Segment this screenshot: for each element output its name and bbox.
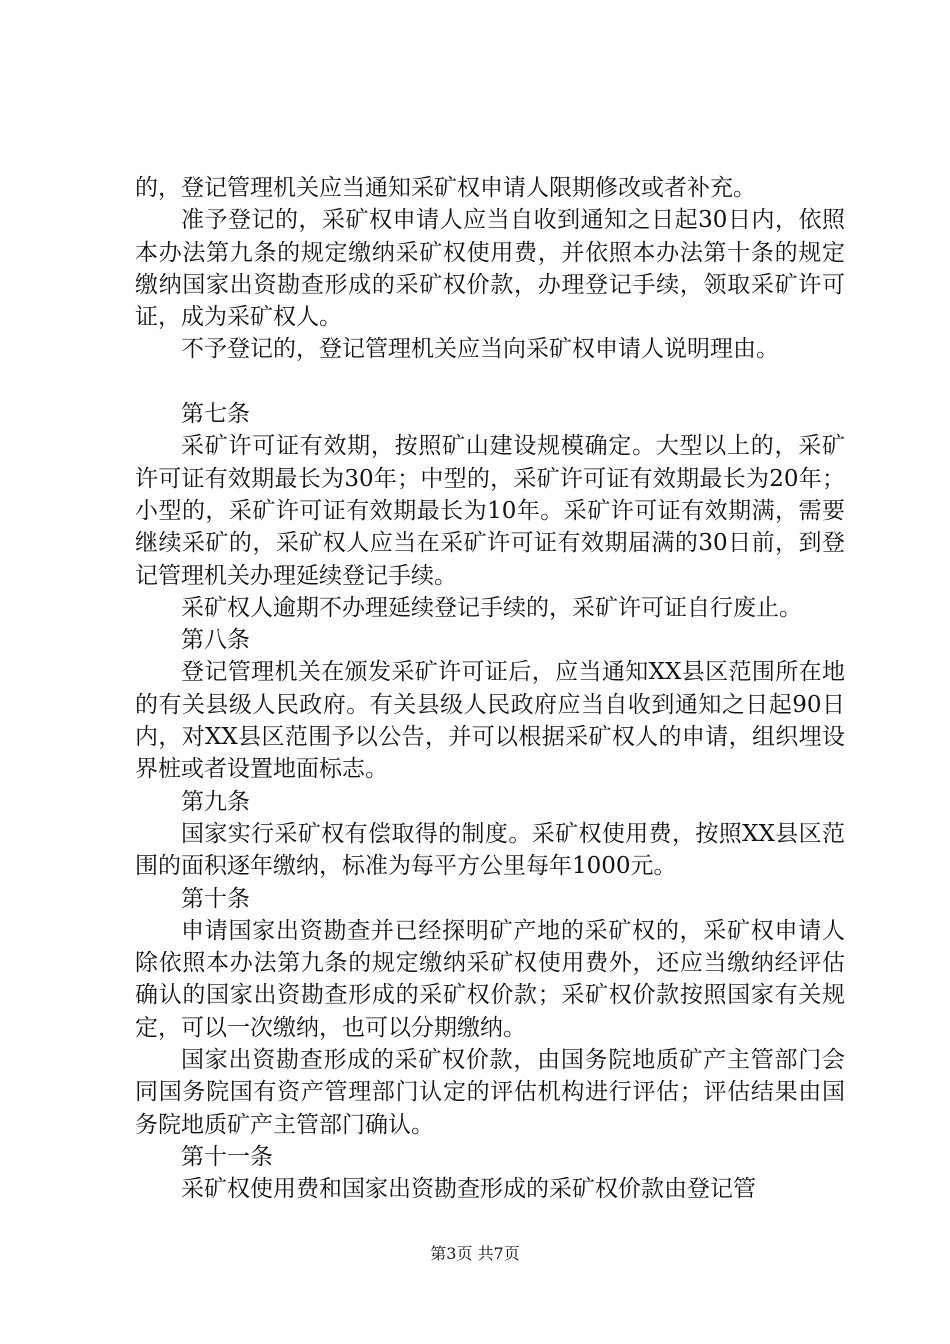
article-heading-8: 第八条 — [181, 627, 250, 654]
paragraph-usage-fee: 国家实行采矿权有偿取得的制度。采矿权使用费，按照XX县区范围的面积逐年缴纳，标准为每平方公里每年1000元。 — [135, 820, 845, 880]
article-heading-11: 第十一条 — [181, 1143, 273, 1170]
paragraph-license-expiry: 采矿权人逾期不办理延续登记手续的，采矿许可证自行废止。 — [181, 594, 802, 621]
article-heading-10: 第十条 — [181, 885, 250, 912]
article-heading-9: 第九条 — [181, 788, 250, 815]
paragraph-gap — [135, 366, 845, 398]
document-body — [135, 172, 845, 1206]
paragraph-continuation: 的，登记管理机关应当通知采矿权申请人限期修改或者补充。 — [135, 175, 756, 201]
paragraph-exploration-price: 申请国家出资勘查并已经探明矿产地的采矿权的，采矿权申请人除依照本办法第九条的规定缴纳采矿权使用费外，还应当缴纳经评估确认的国家出资勘查形成的采矿权价款；采矿权价款按照国家有关规定，可以一次缴纳，也可以分期缴纳。 — [135, 917, 845, 1041]
paragraph-refusal: 不予登记的，登记管理机关应当向采矿权申请人说明理由。 — [181, 336, 779, 363]
paragraph-fee-collection: 采矿权使用费和国家出资勘查形成的采矿权价款由登记管 — [181, 1176, 756, 1203]
paragraph-price-evaluation: 国家出资勘查形成的采矿权价款，由国务院地质矿产主管部门会同国务院国有资产管理部门认定的评估机构进行评估；评估结果由国务院地质矿产主管部门确认。 — [135, 1047, 845, 1138]
paragraph-notification: 登记管理机关在颁发采矿许可证后，应当通知XX县区范围所在地的有关县级人民政府。有关县级人民政府应当自收到通知之日起90日内，对XX县区范围予以公告，并可以根据采矿权人的申请，组织埋设界桩或者设置地面标志。 — [135, 659, 845, 783]
article-heading-7: 第七条 — [181, 401, 250, 428]
paragraph-approval: 准予登记的，采矿权申请人应当自收到通知之日起30日内，依照本办法第九条的规定缴纳采矿权使用费，并依照本办法第十条的规定缴纳国家出资勘查形成的采矿权价款，办理登记手续，领取采矿许可证，成为采矿权人。 — [135, 207, 845, 331]
paragraph-license-validity: 采矿许可证有效期，按照矿山建设规模确定。大型以上的，采矿许可证有效期最长为30年；中型的，采矿许可证有效期最长为20年；小型的，采矿许可证有效期最长为10年。采矿许可证有效期满，需要继续采矿的，采矿权人应当在采矿许可证有效期届满的30日前，到登记管理机关办理延续登记手续。 — [135, 433, 845, 589]
page-number-footer: 第3页 共7页 — [430, 1244, 520, 1263]
